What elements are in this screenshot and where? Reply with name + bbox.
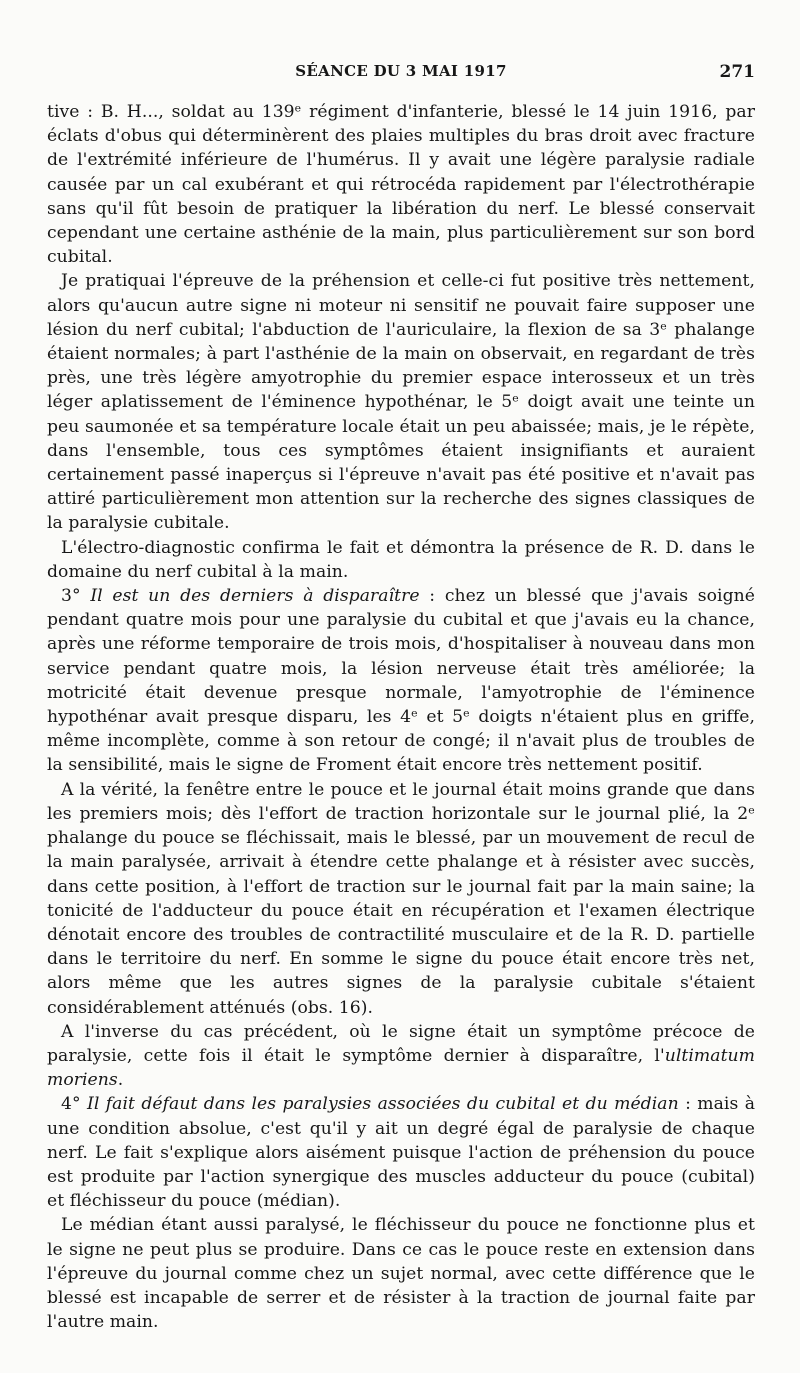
paragraph-6 xyxy=(47,1020,755,1093)
paragraph-7-lead: 4° xyxy=(61,1094,81,1115)
paragraph-5 xyxy=(47,778,755,1020)
paragraph-6-italic-phrase: ultimatum moriens xyxy=(47,1045,755,1091)
paragraph-4-italic-heading: Il est un des derniers à disparaître xyxy=(90,586,420,607)
paragraph-7-italic-heading: Il fait défaut dans les paralysies associées du cubital et du médian xyxy=(87,1094,679,1115)
paragraph-4-lead: 3° xyxy=(61,586,81,607)
paragraph-6-tail: . xyxy=(117,1070,124,1091)
paragraph-3-text: L'électro-diagnostic confirma le fait et démontra la présence de R. D. dans le domaine du nerf cubital à la main. xyxy=(47,537,755,582)
paragraph-3 xyxy=(47,536,755,584)
paragraph-6-text: A l'inverse du cas précédent, où le signe était un symptôme précoce de paralysie, cette fois il était le symptôme dernier à disparaître, l' xyxy=(47,1021,755,1066)
paragraph-7-text: : mais à une condition absolue, c'est qu'il y ait un degré égal de paralysie de chaque nerf. Le fait s'explique alors aisément puisque l'action de préhension du pouce est produite par l'action synergique des muscles adducteur du pouce (cubital) et fléchisseur du pouce (médian). xyxy=(47,1094,755,1212)
paragraph-5-text: A la vérité, la fenêtre entre le pouce et le journal était moins grande que dans les premiers mois; dès l'effort de traction horizontale sur le journal plié, la 2ᵉ phalange du pouce se fléchissait, mais le blessé, par un mouvement de recul de la main paralysée, arrivait à étendre cette phalange et à résister avec succès, dans cette position, à l'effort de traction sur le journal fait par la main saine; la tonicité de l'adducteur du pouce était en récupération et l'examen électrique dénotait encore des troubles de contractilité musculaire et de la R. D. partielle dans le territoire du nerf. En somme le signe du pouce était encore très net, alors même que les autres signes de la paralysie cubitale s'étaient considérablement atténués (obs. 16). xyxy=(47,779,755,1018)
paragraph-2 xyxy=(47,269,755,535)
document-page xyxy=(47,58,755,1348)
body-text xyxy=(47,100,755,1334)
paragraph-8 xyxy=(47,1213,755,1334)
paragraph-2-text: Je pratiquai l'épreuve de la préhension et celle-ci fut positive très nettement, alors qu'aucun autre signe ni moteur ni sensitif ne pouvait faire supposer une lésion du nerf cubital; l'abduction de l'auriculaire, la flexion de sa 3ᵉ phalange étaient normales; à part l'asthénie de la main on observait, en regardant de très près, une très légère amyotrophie du premier espace interosseux et un très léger aplatissement de l'éminence hypothénar, le 5ᵉ doigt avait une teinte un peu saumonée et sa température locale était un peu abaissée; mais, je le répète, dans l'ensemble, tous ces symptômes étaient insignifiants et auraient certainement passé inaperçus si l'épreuve n'avait pas été positive et n'avait pas attiré particulièrement mon attention sur la recherche des signes classiques de la paralysie cubitale. xyxy=(47,271,755,534)
paragraph-1 xyxy=(47,100,755,269)
page-header xyxy=(47,58,755,88)
running-head: SÉANCE DU 3 MAI 1917 xyxy=(295,62,507,80)
paragraph-7 xyxy=(47,1092,755,1213)
paragraph-4-text: : chez un blessé que j'avais soigné pendant quatre mois pour une paralysie du cubital et que j'avais eu la chance, après une réforme temporaire de trois mois, d'hospitaliser à nouveau dans mon service pendant quatre mois, la lésion nerveuse était très améliorée; la motricité était devenue presque normale, l'amyotrophie de l'éminence hypothénar avait presque disparu, les 4ᵉ et 5ᵉ doigts n'étaient plus en griffe, même incomplète, comme à son retour de congé; il n'avait plus de troubles de la sensibilité, mais le signe de Froment était encore très nettement positif. xyxy=(47,586,756,776)
page-number: 271 xyxy=(719,62,755,82)
paragraph-1-text: tive : B. H..., soldat au 139ᵉ régiment d'infanterie, blessé le 14 juin 1916, par éclats d'obus qui déterminèrent des plaies multiples du bras droit avec fracture de l'extrémité inférieure de l'humérus. Il y avait une légère paralysie radiale causée par un cal exubérant et qui rétrocéda rapidement par l'électrothérapie sans qu'il fût besoin de pratiquer la libération du nerf. Le blessé conservait cependant une certaine asthénie de la main, plus particulièrement sur son bord cubital. xyxy=(47,102,755,268)
paragraph-4 xyxy=(47,584,755,778)
paragraph-8-text: Le médian étant aussi paralysé, le fléchisseur du pouce ne fonctionne plus et le signe ne peut plus se produire. Dans ce cas le pouce reste en extension dans l'épreuve du journal comme chez un sujet normal, avec cette différence que le blessé est incapable de serrer et de résister à la traction de journal faite par l'autre main. xyxy=(47,1215,755,1333)
